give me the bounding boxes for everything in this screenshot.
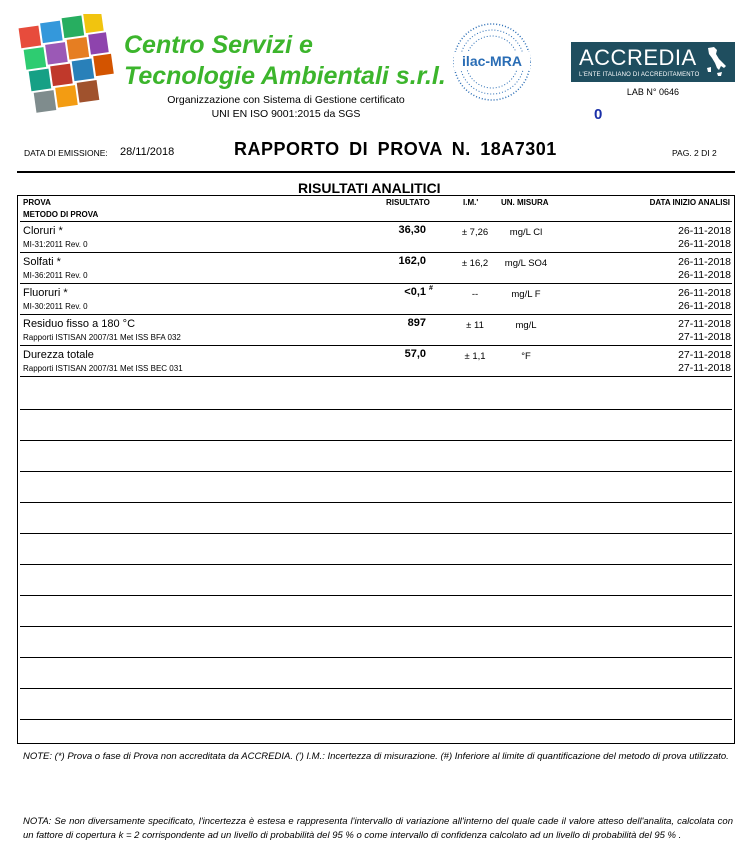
row-method: Rapporti ISTISAN 2007/31 Met ISS BEC 031 — [23, 364, 183, 373]
header-prova: PROVA — [23, 198, 51, 207]
row-unit: mg/L — [515, 320, 537, 331]
cert-line2: UNI EN ISO 9001:2015 da SGS — [211, 108, 361, 120]
row-result-value: 897 — [407, 317, 426, 329]
row-date1: 26-11-2018 — [678, 256, 731, 268]
company-name — [124, 30, 446, 92]
row-method: MI-31:2011 Rev. 0 — [23, 240, 88, 249]
header-im: I.M.' — [463, 198, 479, 207]
ilac-text: ilac-MRA — [462, 53, 522, 69]
row-result-value: 57,0 — [404, 348, 426, 360]
row-name: Fluoruri * — [23, 287, 68, 299]
row-separator — [20, 252, 732, 253]
note-text: NOTE: (*) Prova o fase di Prova non accreditata da ACCREDIA. (') I.M.: Incertezza di misurazione. (#) Inferiore al limite di quantificazione del metodo di prova utilizzato. — [23, 751, 729, 762]
row-result-value: <0,1 — [404, 286, 426, 298]
row-date2: 27-11-2018 — [678, 331, 731, 343]
empty-row-line — [20, 626, 732, 627]
row-result — [378, 285, 433, 298]
emission-date-label: DATA DI EMISSIONE: — [24, 148, 108, 158]
certification-text — [140, 93, 432, 121]
revision-number: 0 — [594, 106, 603, 123]
row-date2: 26-11-2018 — [678, 238, 731, 250]
empty-row-line — [20, 409, 732, 410]
company-name-line2: Tecnologie Ambientali s.r.l. — [124, 62, 446, 90]
report-title: RAPPORTO DI PROVA N. 18A7301 — [234, 139, 557, 159]
row-date1: 27-11-2018 — [678, 318, 731, 330]
empty-row-line — [20, 688, 732, 689]
row-date2: 27-11-2018 — [678, 362, 731, 374]
row-date1: 27-11-2018 — [678, 349, 731, 361]
accredia-logo — [571, 42, 735, 82]
empty-row-line — [20, 502, 732, 503]
row-separator — [20, 345, 732, 346]
header-data: DATA INIZIO ANALISI — [649, 198, 730, 207]
row-method: MI-36:2011 Rev. 0 — [23, 271, 88, 280]
header-divider — [17, 171, 735, 173]
header-risultato: RISULTATO — [386, 198, 430, 207]
empty-row-line — [20, 471, 732, 472]
empty-row-line — [20, 533, 732, 534]
row-unit: mg/L Cl — [509, 227, 543, 238]
row-unit: mg/L SO4 — [504, 258, 548, 269]
results-table — [17, 195, 735, 744]
ilac-mra-icon — [452, 22, 532, 102]
nota-text: NOTA: Se non diversamente specificato, l'incertezza è estesa e rappresenta l'intervallo di variazione all'interno del quale cade il valore atteso dell'analita, calcolata con un fattore di copertura k = 2 corrispondente ad un livello di probabilità del 95 % o come intervallo di confidenza calcolato ad un livello di probabilità del 95 % . — [23, 816, 733, 841]
row-im: ± 1,1 — [464, 351, 486, 362]
row-im: ± 16,2 — [461, 258, 489, 269]
row-name: Durezza totale — [23, 349, 94, 361]
empty-row-line — [20, 564, 732, 565]
row-method: MI-30:2011 Rev. 0 — [23, 302, 88, 311]
row-separator — [20, 314, 732, 315]
row-result-flag: # — [429, 285, 433, 292]
row-im: -- — [471, 289, 479, 300]
row-unit: °F — [521, 351, 531, 362]
accredia-title: ACCREDIA — [579, 45, 697, 70]
empty-row-line — [20, 595, 732, 596]
company-logo-icon — [18, 14, 116, 114]
row-method: Rapporti ISTISAN 2007/31 Met ISS BFA 032 — [23, 333, 181, 342]
emission-date: 28/11/2018 — [120, 146, 175, 158]
row-date2: 26-11-2018 — [678, 269, 731, 281]
header-unita: UN. MISURA — [501, 198, 549, 207]
header-metodo: METODO DI PROVA — [23, 210, 99, 219]
row-name: Cloruri * — [23, 225, 63, 237]
row-result — [378, 348, 426, 360]
company-name-line1: Centro Servizi e — [124, 31, 313, 59]
row-separator — [20, 283, 732, 284]
empty-row-line — [20, 657, 732, 658]
row-name: Residuo fisso a 180 °C — [23, 318, 136, 330]
row-unit: mg/L F — [511, 289, 541, 300]
row-date1: 26-11-2018 — [678, 287, 731, 299]
cert-line1: Organizzazione con Sistema di Gestione certificato — [167, 94, 405, 106]
row-result — [378, 224, 426, 236]
italy-map-icon — [705, 46, 727, 78]
empty-row-line — [20, 440, 732, 441]
accredia-subtitle: L'ENTE ITALIANO DI ACCREDITAMENTO — [579, 72, 700, 78]
row-result — [378, 255, 426, 267]
empty-row-line — [20, 719, 732, 720]
lab-number: LAB N° 0646 — [626, 87, 680, 97]
row-im: ± 7,26 — [461, 227, 489, 238]
header-separator — [20, 221, 732, 222]
row-date2: 26-11-2018 — [678, 300, 731, 312]
row-result-value: 162,0 — [398, 255, 426, 267]
row-date1: 26-11-2018 — [678, 225, 731, 237]
row-result — [378, 317, 426, 329]
page-number: PAG. 2 DI 2 — [672, 148, 717, 158]
row-separator — [20, 376, 732, 377]
results-title: RISULTATI ANALITICI — [298, 180, 441, 196]
row-result-value: 36,30 — [398, 224, 426, 236]
row-im: ± 11 — [466, 320, 484, 331]
row-name: Solfati * — [23, 256, 61, 268]
